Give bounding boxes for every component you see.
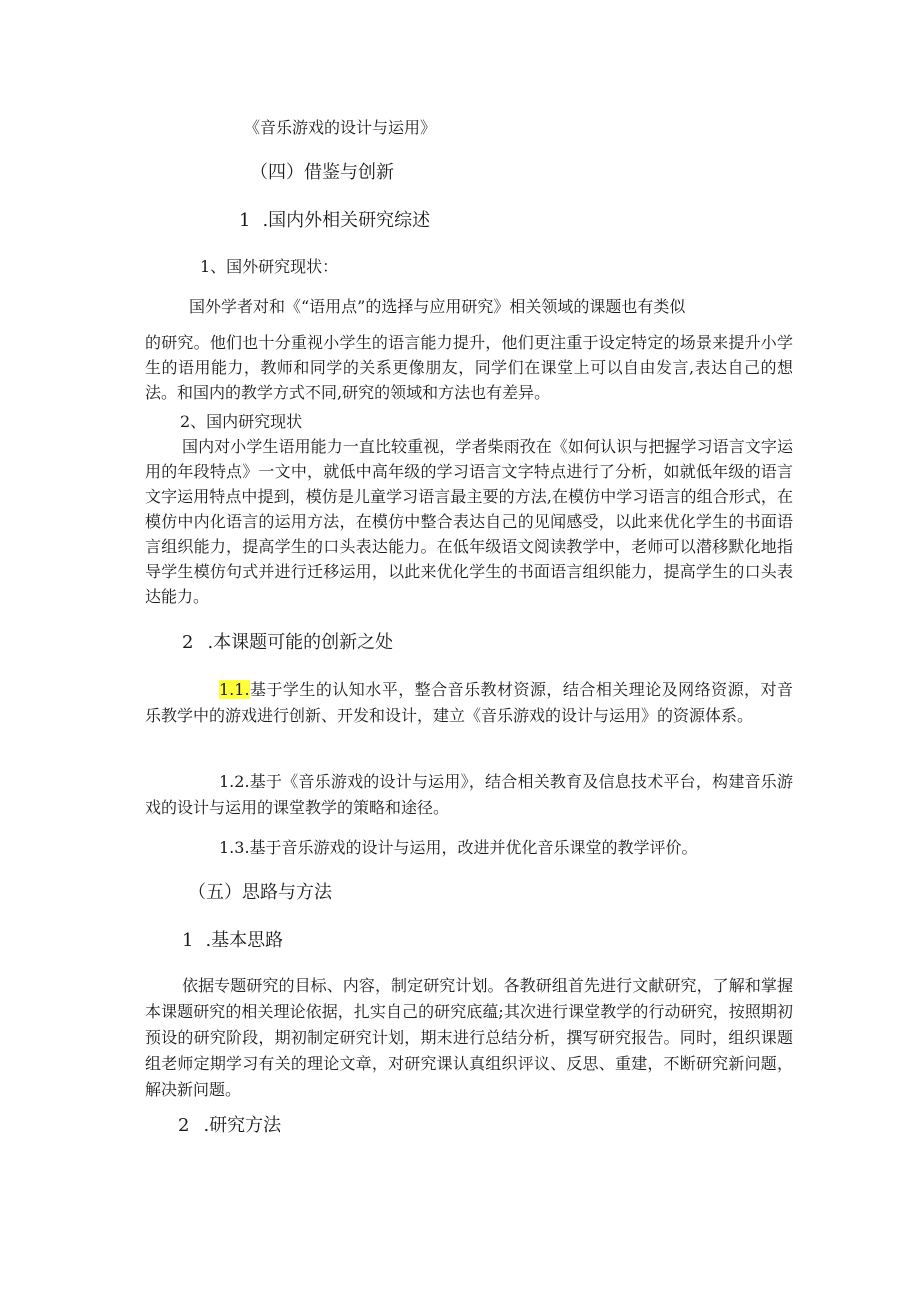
heading-basic-approach [182, 930, 283, 952]
heading-literature-review [239, 210, 430, 232]
section-five-heading: （五）思路与方法 [188, 882, 332, 903]
innovation-item-2: 1.2.基于《音乐游戏的设计与运用》，结合相关教育及信息技术平台，构建音乐游戏的设计与运用的课堂教学的策略和途径。 [145, 772, 793, 817]
innovation-item-1 [145, 677, 793, 729]
domestic-status-heading: 2、国内研究现状 [180, 412, 303, 431]
heading-research-methods [178, 1115, 281, 1137]
innovation-item-1-text: 基于学生的认知水平，整合音乐教材资源，结合相关理论及网络资源，对音乐教学中的游戏进行创新、开发和设计，建立《音乐游戏的设计与运用》的资源体系。 [145, 680, 793, 725]
heading-text: .基本思路 [205, 930, 284, 951]
highlighted-item-number: 1.1. [219, 680, 250, 699]
foreign-status-paragraph: 的研究。他们也十分重视小学生的语言能力提升，他们更注重于设定特定的场景来提升小学生的语用能力，教师和同学的关系更像朋友，同学们在课堂上可以自由发言,表达自己的想法。和国内的教学方式不同,研究的领域和方法也有差异。 [145, 333, 793, 402]
heading-number: 2 [182, 632, 194, 653]
heading-number: 1 [182, 930, 194, 951]
innovation-item-3: 1.3.基于音乐游戏的设计与运用，改进并优化音乐课堂的教学评价。 [219, 838, 698, 857]
heading-number: 1 [239, 210, 251, 231]
heading-innovation [182, 632, 393, 654]
foreign-status-first-line: 国外学者对和《“语用点”的选择与应用研究》相关领域的课题也有类似 [189, 297, 686, 316]
heading-text: .研究方法 [203, 1115, 282, 1136]
heading-number: 2 [178, 1115, 190, 1136]
basic-approach-paragraph: 依据专题研究的目标、内容，制定研究计划。各教研组首先进行文献研究，了解和掌握本课题研究的相关理论依据，扎实自己的研究底蕴;其次进行课堂教学的行动研究，按照期初预设的研究阶段，期初制定研究计划，期末进行总结分析，撰写研究报告。同时，组织课题组老师定期学习有关的理论文章，对研究课认真组织评议、反思、重建，不断研究新问题，解决新问题。 [145, 976, 793, 1099]
section-four-heading: （四）借鉴与创新 [250, 162, 394, 183]
book-title-line: 《音乐游戏的设计与运用》 [244, 118, 437, 137]
domestic-status-paragraph: 国内对小学生语用能力一直比较重视，学者柴雨孜在《如何认识与把握学习语言文字运用的年段特点》一文中，就低中高年级的学习语言文字特点进行了分析，如就低年级的语言文字运用特点中提到，模仿是儿童学习语言最主要的方法,在模仿中学习语言的组合形式，在模仿中内化语言的运用方法，在模仿中整合表达自己的见闻感受，以此来优化学生的书面语言组织能力，提高学生的口头表达能力。在低年级语文阅读教学中，老师可以潜移默化地指导学生模仿句式并进行迁移运用，以此来优化学生的书面语言组织能力，提高学生的口头表达能力。 [145, 437, 793, 606]
heading-text: .本课题可能的创新之处 [207, 632, 394, 653]
heading-text: .国内外相关研究综述 [262, 210, 431, 231]
foreign-status-heading: 1、国外研究现状： [200, 257, 339, 276]
